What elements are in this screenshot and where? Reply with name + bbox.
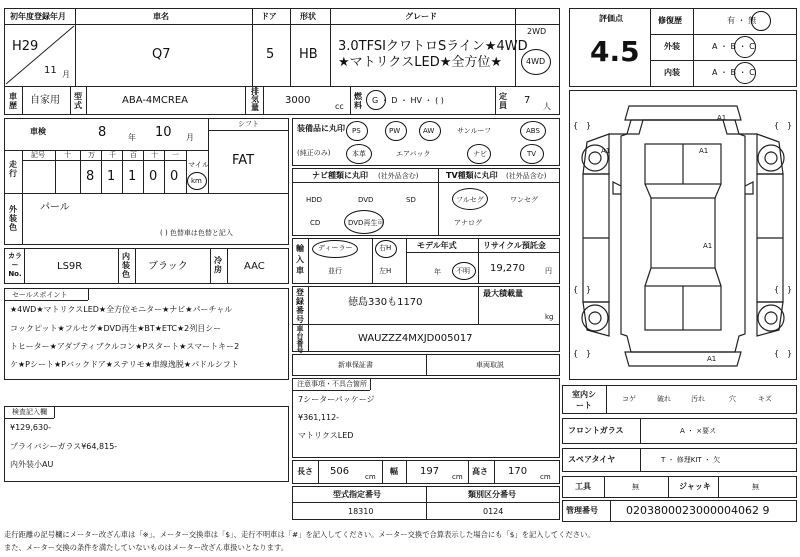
type-cert-value: 18310 — [348, 507, 374, 516]
reg-year-label: 初年度登録年月 — [10, 12, 66, 21]
mileage-header-3: 千 — [109, 151, 116, 159]
eq-leather: 本革 — [352, 150, 366, 158]
inspector-line-3: 内外装小AU — [10, 460, 54, 469]
model-label: 車名 — [153, 12, 169, 21]
import-parallel: 並行 — [328, 267, 342, 275]
brace-1: { — [573, 121, 579, 130]
width-unit: cm — [452, 473, 463, 481]
height-unit: cm — [540, 473, 551, 481]
management-number: 0203800023000004062 9 — [626, 504, 770, 517]
damage-mark-left-front: A1 — [601, 147, 611, 155]
mileage-digit-2: 1 — [128, 169, 137, 184]
displacement-label: 排 気 量 — [251, 87, 259, 112]
eq-tv: TV — [527, 150, 537, 158]
brace-2: } — [586, 121, 592, 130]
eq-pw: PW — [389, 127, 401, 135]
brace-3: { — [774, 121, 780, 130]
exterior-options: A ・ B ・ C — [712, 42, 755, 51]
mileage-label: 走 行 — [9, 160, 17, 178]
equipment-sub: (純正のみ) — [297, 149, 331, 157]
brace-10: } — [586, 349, 592, 358]
repair-circle — [751, 11, 771, 31]
tools-value: 無 — [632, 483, 639, 491]
brace-11: { — [774, 349, 780, 358]
chassis-label: 車 台 番 号 — [296, 325, 304, 354]
eq-abs: ABS — [526, 127, 540, 135]
model-year-unit: 年 — [434, 268, 441, 276]
width-value: 197 — [420, 466, 440, 477]
mileage-digit-1: 1 — [107, 169, 116, 184]
length-unit: cm — [365, 473, 376, 481]
mileage-header-0: 記号 — [31, 151, 45, 159]
brace-6: } — [586, 285, 592, 294]
eq-ps: PS — [352, 127, 361, 135]
reg-era: H29 — [12, 39, 39, 54]
mileage-header-6: 一 — [172, 151, 179, 159]
mileage-unit-mile: マイル — [188, 161, 209, 169]
mileage-digit-3: 0 — [149, 169, 158, 184]
jack-value: 無 — [752, 483, 759, 491]
color-code-label: カラー No. — [8, 252, 22, 278]
grade-line-1: 3.0TFSIクワトロSライン★4WD — [338, 39, 528, 54]
reg-month: 11 — [44, 65, 57, 76]
notes-line-1: 7シーターパッケージ — [298, 395, 375, 404]
footer-line-2: また、メーター交換の条件を満たしていないものはメーター改ざん車扱いとなります。 — [4, 543, 288, 552]
notes-label: 注意事項・不具合箇所 — [297, 380, 367, 388]
category-value: 0124 — [483, 507, 504, 516]
import-left: 左H — [379, 267, 392, 275]
type-label: 型 式 — [74, 92, 82, 110]
chassis-number: WAUZZZ4MXJD005017 — [358, 333, 473, 344]
exterior-circle — [734, 36, 756, 58]
score-value: 4.5 — [590, 35, 640, 68]
color-note: ( ) 色替車は色替と記入 — [160, 229, 233, 237]
footer-line-1: 走行距離の記号欄にメーター改ざん車は「※」、メーター交換車は「$」、走行不明車は「#」を記入してください。メーター交換で合算表示した場合にも「$」を記入してください。 — [4, 530, 595, 539]
seat-label: 室内シート — [572, 390, 596, 410]
length-label: 長さ — [297, 467, 313, 476]
color-value: パール — [40, 202, 70, 213]
inspection-label: 車検 — [30, 127, 46, 136]
repair-label: 修復歴 — [658, 16, 682, 25]
grade-line-2: ★マトリクスLED★全方位★ — [338, 55, 503, 70]
tv-fullseg: フルセグ — [456, 196, 484, 204]
inspector-line-1: ¥129,630- — [10, 423, 52, 432]
repair-options: 有 ・ 無 — [727, 16, 757, 25]
damage-mark-front: A1 — [717, 114, 727, 122]
brace-9: { — [573, 349, 579, 358]
tv-oneseg: ワンセグ — [510, 196, 538, 204]
door-count: 5 — [266, 47, 275, 62]
eq-airbag: エアバック — [396, 150, 431, 158]
category-label: 類別区分番号 — [468, 490, 516, 499]
inspection-month: 10 — [155, 125, 172, 140]
brace-4: } — [787, 121, 793, 130]
fuel-label: 燃 料 — [354, 92, 362, 110]
brace-8: } — [787, 285, 793, 294]
registration-label: 登 録 番 号 — [296, 288, 304, 324]
seat-opt-tear: 破れ — [657, 395, 671, 403]
tv-sub: (社外品含む) — [506, 172, 547, 180]
interior-options: A ・ B ・ C — [712, 68, 755, 77]
spare-tire-value: T ・ 修理KIT ・ 欠 — [661, 456, 721, 464]
navi-cd: CD — [310, 219, 321, 227]
tv-label: TV種類に丸印 — [446, 171, 498, 180]
selling-points-label: セールスポイント — [12, 291, 68, 299]
score-label: 評価点 — [599, 14, 623, 23]
mileage-header-5: 十 — [151, 151, 158, 159]
recycle-yen: 円 — [545, 267, 552, 275]
import-label: 輸 入 車 — [296, 244, 304, 275]
windshield-value: A ・ ×要ス — [680, 427, 717, 435]
ac-value: AAC — [244, 261, 265, 272]
usage-row — [4, 86, 560, 115]
equipment-label: 装備品に丸印 — [297, 124, 345, 133]
navi-sd: SD — [406, 196, 416, 204]
interior-circle — [734, 62, 756, 84]
navi-hdd: HDD — [306, 196, 323, 204]
person-unit: 人 — [543, 102, 551, 111]
mileage-header-4: 百 — [130, 151, 137, 159]
mileage-header-1: 十 — [64, 151, 71, 159]
color-label: 外 装 色 — [9, 205, 17, 232]
inspector-line-2: プライバシーガラス¥64,815- — [10, 442, 118, 451]
mileage-digit-4: 0 — [170, 169, 179, 184]
mileage-header-2: 万 — [88, 151, 95, 159]
registration-number: 徳島330も1170 — [348, 297, 423, 308]
notes-line-2: ¥361,112- — [298, 413, 340, 422]
interior-label: 内装 — [664, 68, 680, 77]
tv-analog: アナログ — [454, 219, 482, 227]
drive-value: 4WD — [526, 57, 546, 66]
damage-mark-rear: A1 — [707, 355, 717, 363]
month-unit: 月 — [186, 133, 194, 142]
import-right: 右H — [379, 244, 392, 252]
type-cert-label: 型式指定番号 — [333, 490, 381, 499]
recycle-amount: 19,270 — [490, 263, 525, 274]
inspection-year: 8 — [98, 125, 107, 140]
model-year-label: モデル年式 — [417, 241, 457, 250]
usage-value: 自家用 — [30, 95, 60, 106]
jack-label: ジャッキ — [679, 482, 711, 491]
inspector-label: 検査記入欄 — [12, 408, 47, 416]
year-unit: 年 — [128, 133, 136, 142]
fuel-options: G ・ D ・ HV ・ ( ) — [372, 96, 444, 105]
navi-label: ナビ種類に丸印 — [312, 171, 368, 180]
seat-opt-scratch: キズ — [758, 395, 772, 403]
length-value: 506 — [330, 466, 350, 477]
management-label: 管理番号 — [566, 506, 598, 515]
brace-12: } — [787, 349, 793, 358]
door-label: ドア — [261, 12, 277, 21]
capacity-label: 定 員 — [499, 92, 507, 110]
model-year-unknown: 不明 — [456, 267, 470, 275]
eq-navi: ナビ — [473, 150, 487, 158]
exterior-label: 外装 — [664, 42, 680, 51]
grade-label: グレード — [405, 12, 437, 21]
interior-color-label: 内 装 色 — [122, 252, 130, 279]
navi-dvd-play: DVD再生可 — [348, 219, 385, 227]
warranty-label: 新車保証書 — [338, 361, 373, 369]
car-body-diagram — [569, 90, 797, 380]
height-value: 170 — [508, 466, 528, 477]
ac-label: 冷 房 — [214, 256, 222, 274]
recycle-label: リサイクル預託金 — [483, 241, 546, 250]
navi-dvd: DVD — [358, 196, 374, 204]
brace-5: { — [573, 285, 579, 294]
import-dealer: ディーラー — [318, 244, 353, 252]
mileage-unit-km: km — [191, 177, 202, 185]
selling-point-line-4: ケ★Pシート★Pバックドア★ステリモ★車線逸脱★パドルシフト — [10, 360, 239, 369]
shift-label: シフト — [238, 120, 259, 128]
selling-point-line-1: ★4WD★マトリクスLED★全方位モニター★ナビ★パーチャル — [10, 305, 233, 314]
payload-label: 最大積載量 — [483, 289, 523, 298]
damage-mark-right-rear: A1 — [703, 242, 713, 250]
shift-value: FAT — [232, 153, 255, 168]
eq-sunroof: サンルーフ — [457, 127, 492, 135]
interior-color-value: ブラック — [148, 261, 188, 272]
notes-line-3: マトリクスLED — [298, 431, 354, 440]
mileage-digit-0: 8 — [86, 169, 95, 184]
height-label: 高さ — [472, 467, 488, 476]
eq-aw: AW — [423, 127, 435, 135]
selling-point-line-3: トヒーター★アダプティブクルコン★Pスタート★スマートキー2 — [10, 342, 240, 351]
month-suffix: 月 — [62, 70, 70, 79]
usage-label: 車 歴 — [9, 92, 17, 110]
navi-sub: (社外品含む) — [378, 172, 419, 180]
tools-label: 工具 — [575, 482, 591, 491]
width-label: 幅 — [390, 467, 398, 476]
seat-opt-hole: 穴 — [729, 395, 736, 403]
windshield-label: フロントガラス — [568, 426, 624, 435]
body-shape: HB — [299, 47, 318, 62]
color-block — [4, 193, 289, 245]
selling-point-line-2: コックピット★フルセグ★DVD再生★BT★ETC★2列目シー — [10, 324, 222, 333]
cc-unit: cc — [335, 102, 344, 111]
seat-opt-burn: コゲ — [622, 395, 636, 403]
brace-7: { — [774, 285, 780, 294]
color-code-value: LS9R — [57, 261, 83, 272]
displacement-value: 3000 — [285, 95, 311, 106]
payload-unit: kg — [545, 313, 554, 321]
seat-opt-dirt: 汚れ — [691, 395, 705, 403]
drive-label: 2WD — [527, 27, 547, 36]
manual-label: 車両取説 — [476, 361, 504, 369]
capacity-value: 7 — [524, 95, 531, 106]
shape-label: 形状 — [300, 12, 316, 21]
spare-tire-label: スペアタイヤ — [568, 455, 616, 464]
damage-mark-right-front: A1 — [699, 147, 709, 155]
model-name: Q7 — [152, 47, 171, 62]
type-value: ABA-4MCREA — [122, 95, 189, 106]
